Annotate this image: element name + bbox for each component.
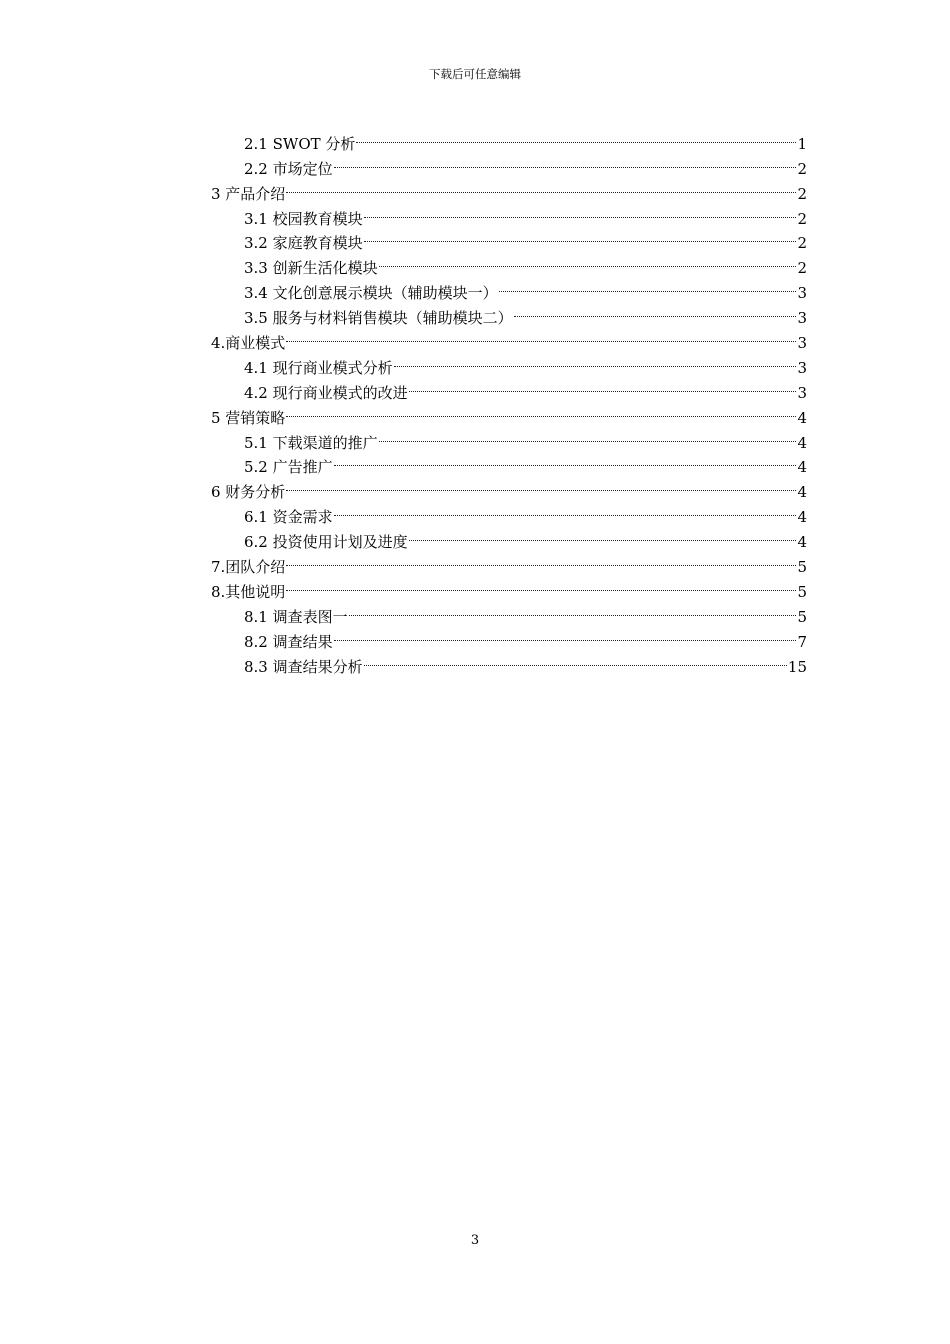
page-number: 3 [470,1233,480,1248]
toc-entry-page: 5 [797,558,807,577]
toc-entry[interactable] [211,323,807,353]
toc-entry-page: 3 [797,358,807,377]
toc-entry-label: 8.3 调查结果分析 [244,657,363,676]
toc-entry[interactable] [211,572,807,601]
toc-entry-label: 4.2 现行商业模式的改进 [244,383,408,402]
toc-entry[interactable] [211,497,807,527]
toc-entry[interactable] [211,597,807,626]
dot-leader [286,572,796,597]
toc-entry-label: 8.1 调查表图一 [244,607,348,626]
page-header: 下载后可任意编辑 [429,67,521,81]
toc-entry-label: 2.2 市场定位 [244,159,333,178]
dot-leader [514,298,797,323]
toc-entry-page: 5 [797,582,807,601]
toc-entry-label: 4.1 现行商业模式分析 [244,358,393,377]
toc-entry-page: 2 [797,259,807,278]
toc-entry-label: 3.4 文化创意展示模块（辅助模块一） [244,284,498,303]
toc-entry-page: 1 [797,134,807,153]
dot-leader [286,547,796,572]
toc-entry-page: 2 [797,184,807,203]
toc-entry-page: 3 [797,309,807,328]
dot-leader [379,248,797,273]
toc-entry-label: 3 产品介绍 [211,184,286,203]
toc-entry-page: 4 [797,458,807,477]
toc-entry-page: 4 [797,408,807,427]
dot-leader [364,199,797,224]
toc-entry-page: 5 [797,607,807,626]
toc-entry[interactable] [211,199,807,228]
toc-entry[interactable] [211,124,807,153]
toc-entry[interactable] [211,423,807,452]
toc-entry-page: 4 [797,433,807,452]
dot-leader [286,174,796,199]
toc-entry-page: 15 [787,657,807,676]
dot-leader [356,124,796,149]
dot-leader [349,597,797,622]
toc-entry-label: 3.3 创新生活化模块 [244,259,378,278]
toc-entry-label: 3.2 家庭教育模块 [244,234,363,253]
toc-entry-page: 2 [797,234,807,253]
toc-entry-label: 3.1 校园教育模块 [244,209,363,228]
toc-entry-page: 3 [797,284,807,303]
toc-entry-page: 3 [797,334,807,353]
toc-entry[interactable] [211,348,807,377]
toc-entry-label: 8.其他说明 [211,582,286,601]
dot-leader [286,398,796,423]
toc-entry[interactable] [211,547,807,577]
toc-entry-label: 6.2 投资使用计划及进度 [244,533,408,552]
toc-entry-label: 5.1 下载渠道的推广 [244,433,378,452]
dot-leader [334,497,797,522]
toc-entry-label: 3.5 服务与材料销售模块（辅助模块二） [244,309,513,328]
dot-leader [364,224,797,249]
toc-entry-label: 5.2 广告推广 [244,458,333,477]
dot-leader [394,348,797,373]
toc-entry-label: 8.2 调查结果 [244,632,333,651]
dot-leader [286,472,796,497]
toc-entry-label: 6 财务分析 [211,483,286,502]
dot-leader [379,423,797,448]
toc-entry-label: 4.商业模式 [211,334,286,353]
dot-leader [286,323,796,348]
toc-entry-label: 5 营销策略 [211,408,286,427]
toc-entry-page: 2 [797,209,807,228]
toc-entry-page: 4 [797,508,807,527]
toc-entry[interactable] [211,398,807,427]
toc-entry-page: 4 [797,533,807,552]
dot-leader [499,273,797,298]
dot-leader [334,448,797,473]
toc-entry-page: 2 [797,159,807,178]
toc-entry-page: 3 [797,383,807,402]
toc-entry-label: 7.团队介绍 [211,558,286,577]
toc-entry-label: 6.1 资金需求 [244,508,333,527]
dot-leader [334,149,797,174]
toc-entry-page: 4 [797,483,807,502]
dot-leader [409,522,797,547]
dot-leader [334,622,797,647]
toc-entry[interactable] [211,472,807,502]
toc-entry-label: 2.1 SWOT 分析 [244,134,356,153]
dot-leader [364,647,787,672]
toc-entry[interactable] [211,174,807,203]
toc-entry-page: 7 [797,632,807,651]
dot-leader [409,373,797,398]
table-of-contents [211,124,807,676]
